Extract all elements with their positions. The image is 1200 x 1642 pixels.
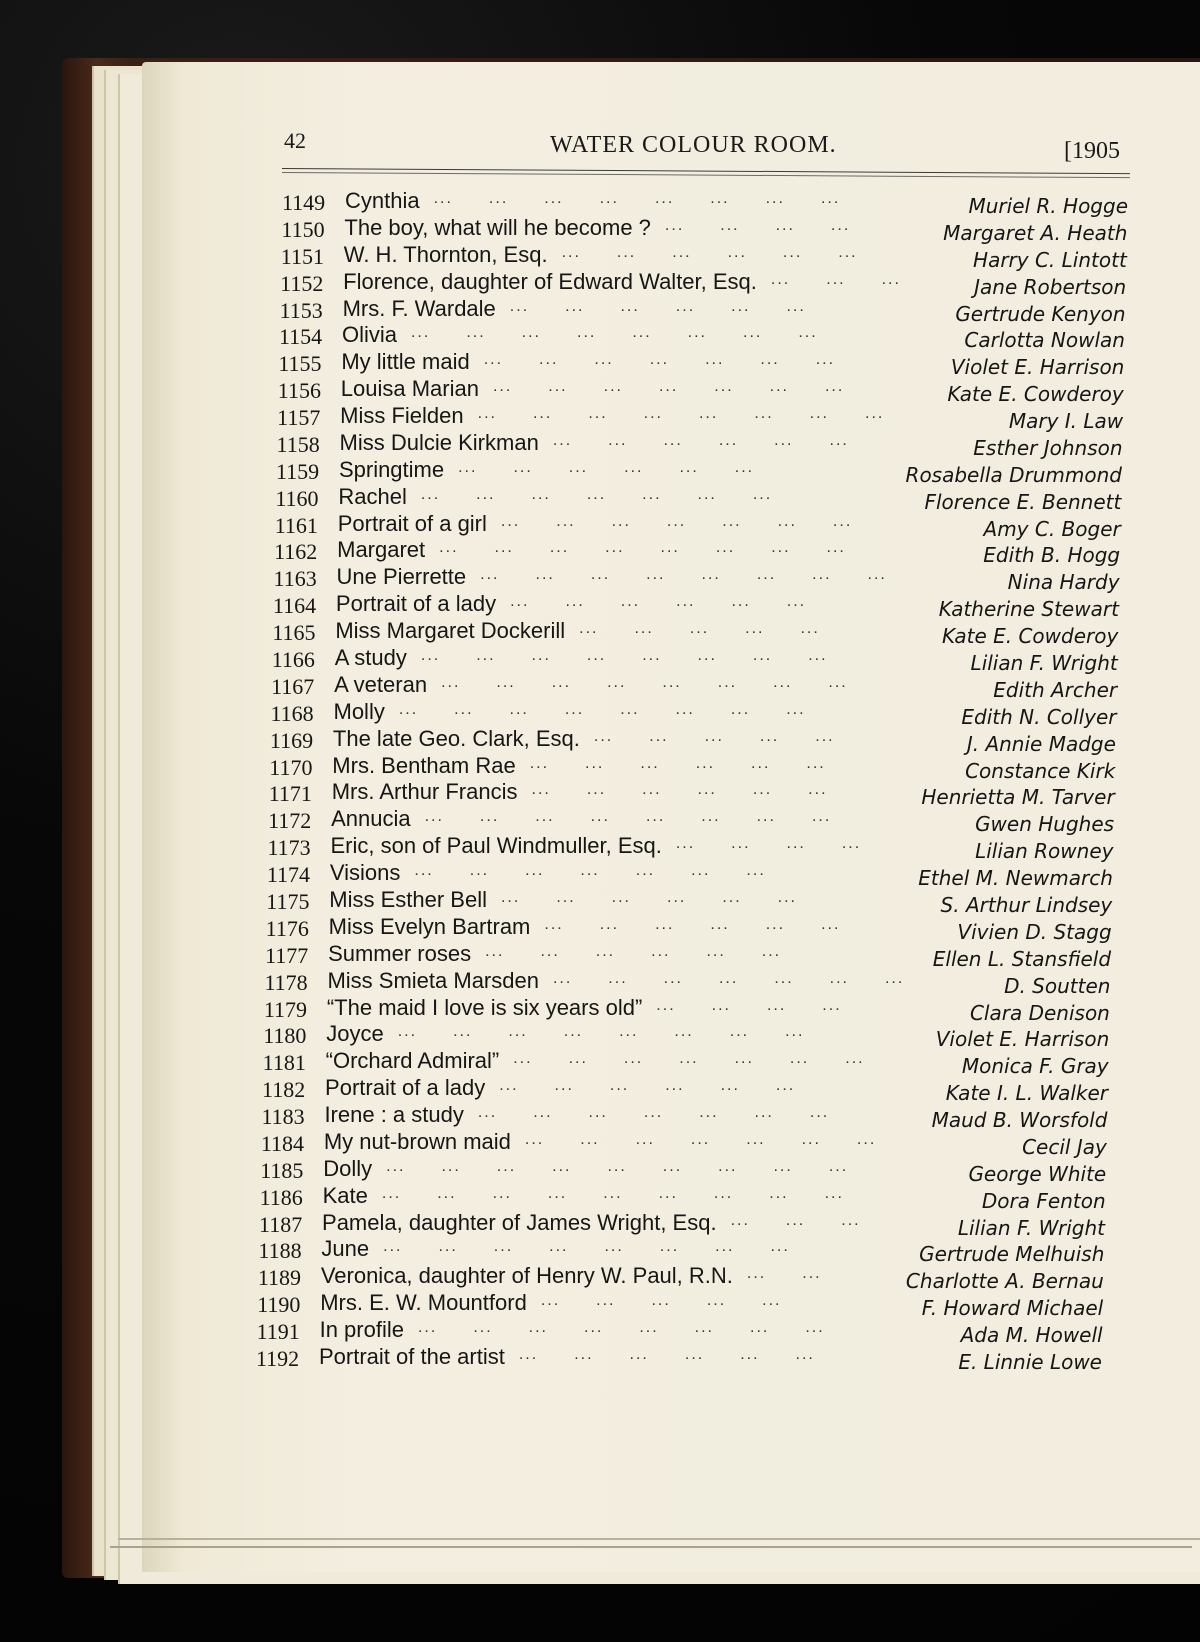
dot-leader: ... ... ... ... ... ... ... xyxy=(414,862,802,880)
entry-artist: Henrietta M. Tarver xyxy=(921,785,1115,810)
entry-number: 1155 xyxy=(278,351,322,377)
entry-number: 1158 xyxy=(276,431,320,457)
entry-number: 1156 xyxy=(277,378,321,404)
entry-artist: Monica F. Gray xyxy=(961,1054,1109,1079)
entry-title: Miss Fielden xyxy=(340,403,464,429)
dot-leader: ... ... ... ... ... ... ... ... xyxy=(420,647,864,665)
entry-title: Florence, daughter of Edward Walter, Esq. xyxy=(343,268,757,294)
catalogue-entry xyxy=(279,324,1125,352)
dot-leader: ... ... ... ... ... ... xyxy=(552,431,885,449)
dot-leader: ... ... ... ... xyxy=(656,996,878,1014)
catalogue-entry xyxy=(263,1050,1109,1078)
entry-number: 1167 xyxy=(271,673,315,699)
entry-number: 1183 xyxy=(261,1104,305,1130)
catalogue-entry xyxy=(261,1104,1107,1132)
entry-artist: Ethel M. Newmarch xyxy=(918,866,1113,891)
entry-number: 1163 xyxy=(273,566,317,592)
entry-artist: Clara Denison xyxy=(969,1000,1110,1025)
catalogue-entry xyxy=(277,405,1123,433)
entry-number: 1190 xyxy=(257,1292,301,1318)
entry-artist: Ada M. Howell xyxy=(960,1323,1103,1348)
entry-artist: Edith Archer xyxy=(993,677,1118,702)
entry-artist: Muriel R. Hogge xyxy=(968,194,1128,218)
dot-leader: ... ... ... ... ... ... xyxy=(531,781,864,799)
dot-leader: ... ... ... ... ... ... xyxy=(544,915,877,933)
entry-title: Visions xyxy=(329,860,401,886)
entry-title: Miss Dulcie Kirkman xyxy=(339,429,539,455)
dot-leader: ... ... ... ... ... ... ... ... xyxy=(424,808,868,826)
page-number: 42 xyxy=(284,128,306,153)
entry-artist: Maud B. Worsfold xyxy=(931,1108,1108,1133)
catalogue-entry xyxy=(258,1238,1104,1266)
dot-leader: ... ... ... ... ... ... ... ... ... xyxy=(386,1157,885,1175)
dot-leader: ... ... ... ... xyxy=(664,216,887,234)
catalogue-entry xyxy=(274,539,1120,567)
dot-leader: ... ... ... ... ... ... ... xyxy=(524,1130,913,1148)
catalogue-entry xyxy=(270,698,1117,729)
entry-title: June xyxy=(321,1236,370,1262)
catalogue-entry xyxy=(278,378,1124,406)
entry-number: 1149 xyxy=(282,190,326,215)
dot-leader: ... ... ... ... ... ... ... xyxy=(420,485,809,503)
catalogue-entry xyxy=(260,1155,1107,1186)
entry-artist: Katherine Stewart xyxy=(938,597,1119,622)
entry-artist: Ellen L. Stansfield xyxy=(932,946,1112,971)
entry-artist: Violet E. Harrison xyxy=(950,355,1125,380)
catalogue-entry xyxy=(258,1265,1104,1293)
entry-number: 1168 xyxy=(270,700,314,726)
catalogue-entry xyxy=(263,994,1110,1025)
dot-leader: ... ... xyxy=(746,1265,858,1283)
entry-title: Louisa Marian xyxy=(340,376,479,402)
entry-title: Portrait of a lady xyxy=(325,1075,486,1101)
dot-leader: ... ... ... ... ... ... ... ... xyxy=(439,539,882,557)
catalogue-entry xyxy=(262,1077,1108,1105)
entry-title: Dolly xyxy=(323,1155,373,1181)
catalogue-entry xyxy=(257,1292,1103,1320)
entry-title: In profile xyxy=(319,1317,404,1343)
dot-leader: ... ... ... ... ... ... ... xyxy=(513,1050,901,1068)
entry-artist: Charlotte A. Bernau xyxy=(905,1269,1104,1294)
entry-number: 1187 xyxy=(259,1211,303,1237)
entry-number: 1174 xyxy=(266,862,311,888)
entry-number: 1170 xyxy=(269,754,313,780)
entry-number: 1162 xyxy=(274,539,318,565)
entry-artist: S. Arthur Lindsey xyxy=(940,892,1113,917)
entry-artist: F. Howard Michael xyxy=(921,1296,1104,1321)
entry-number: 1188 xyxy=(258,1238,302,1264)
entry-number: 1166 xyxy=(271,647,315,673)
dot-leader: ... ... ... ... ... ... ... ... xyxy=(433,190,877,207)
dot-leader: ... ... ... ... ... ... ... ... xyxy=(397,1023,841,1041)
catalogue-entry xyxy=(256,1346,1102,1374)
dot-leader: ... ... ... ... ... ... ... ... xyxy=(480,566,923,584)
dot-leader: ... ... ... ... ... ... xyxy=(458,458,791,476)
dot-leader: ... ... ... ... ... ... xyxy=(518,1346,851,1363)
entry-title: Portrait of a lady xyxy=(335,591,497,617)
entry-artist: Violet E. Harrison xyxy=(935,1027,1110,1052)
catalogue-entry xyxy=(269,781,1115,809)
entry-number: 1177 xyxy=(265,942,309,968)
year-mark: [1905 xyxy=(1064,138,1120,164)
entry-title: Veronica, daughter of Henry W. Paul, R.N. xyxy=(320,1263,733,1289)
entry-artist: Jane Robertson xyxy=(974,274,1127,299)
entry-artist: D. Soutten xyxy=(1004,973,1111,998)
entry-number: 1178 xyxy=(264,969,308,995)
dot-leader: ... ... ... ... ... xyxy=(593,727,871,745)
catalogue-entry xyxy=(272,620,1118,648)
entry-artist: Mary I. Law xyxy=(1008,409,1124,434)
entry-title: Rachel xyxy=(338,483,407,509)
entry-title: Molly xyxy=(333,698,385,724)
entry-artist: Gertrude Melhuish xyxy=(919,1242,1105,1267)
entry-title: A veteran xyxy=(334,671,428,697)
dot-leader: ... ... ... ... ... ... ... ... xyxy=(441,673,884,691)
entry-title: Miss Smieta Marsden xyxy=(327,967,539,993)
catalogue-entry xyxy=(280,241,1127,272)
entry-title: The late Geo. Clark, Esq. xyxy=(332,725,580,751)
dot-leader: ... ... ... ... ... ... ... ... xyxy=(417,1319,861,1337)
entry-artist: Lilian F. Wright xyxy=(957,1215,1106,1240)
entry-number: 1171 xyxy=(268,781,312,807)
entry-number: 1160 xyxy=(275,485,319,511)
entry-number: 1185 xyxy=(260,1157,304,1183)
entry-artist: Dora Fenton xyxy=(981,1188,1106,1213)
entry-artist: E. Linnie Lowe xyxy=(958,1350,1102,1374)
entry-title: My nut-brown maid xyxy=(323,1128,511,1154)
entry-title: W. H. Thornton, Esq. xyxy=(343,241,548,267)
entry-number: 1179 xyxy=(263,996,308,1022)
catalogue-entry xyxy=(259,1209,1106,1240)
entry-number: 1161 xyxy=(274,512,318,538)
section-title: WATER COLOUR ROOM. xyxy=(550,132,837,158)
entry-title: Summer roses xyxy=(328,940,472,966)
entry-number: 1152 xyxy=(280,270,324,296)
entry-number: 1176 xyxy=(265,915,309,941)
entry-number: 1153 xyxy=(279,297,323,323)
dot-leader: ... ... ... ... ... ... xyxy=(509,297,842,315)
catalogue-entry xyxy=(265,940,1112,971)
entry-title: Portrait of the artist xyxy=(319,1344,505,1369)
entry-title: Miss Esther Bell xyxy=(329,886,487,912)
catalogue-entry xyxy=(259,1182,1106,1213)
entry-title: Irene : a study xyxy=(324,1102,464,1128)
catalogue-entry xyxy=(266,886,1113,917)
entry-number: 1175 xyxy=(266,888,310,914)
entry-title: Une Pierrette xyxy=(336,564,467,590)
catalogue-entry xyxy=(281,214,1128,245)
entry-artist: Edith N. Collyer xyxy=(961,704,1117,729)
catalogue-entry xyxy=(263,1023,1109,1051)
entry-number: 1181 xyxy=(262,1050,306,1076)
catalogue-entry xyxy=(274,566,1120,594)
catalogue-entry xyxy=(267,862,1113,890)
dot-leader: ... ... ... ... ... ... ... ... xyxy=(410,324,854,342)
dot-leader: ... ... ... ... ... ... xyxy=(485,942,818,960)
entry-title: Pamela, daughter of James Wright, Esq. xyxy=(322,1209,717,1235)
entry-title: Eric, son of Paul Windmuller, Esq. xyxy=(330,833,662,859)
entry-artist: Esther Johnson xyxy=(973,435,1123,460)
entry-artist: Florence E. Bennett xyxy=(924,489,1122,514)
catalogue-entry xyxy=(276,429,1123,460)
entry-title: Joyce xyxy=(326,1021,384,1047)
entry-artist: J. Annie Madge xyxy=(966,731,1116,756)
entry-number: 1191 xyxy=(256,1319,300,1345)
entry-title: Mrs. F. Wardale xyxy=(342,295,496,321)
entry-title: Mrs. Bentham Rae xyxy=(332,752,516,778)
dot-leader: ... ... ... xyxy=(730,1211,897,1229)
entry-number: 1159 xyxy=(275,458,320,484)
dot-leader: ... ... ... xyxy=(770,270,937,288)
entry-number: 1157 xyxy=(277,405,321,431)
entry-artist: Kate E. Cowderoy xyxy=(941,624,1119,649)
catalogue-entry xyxy=(265,913,1112,944)
catalogue-entry xyxy=(280,268,1127,299)
dot-leader: ... ... ... ... ... xyxy=(579,620,856,638)
entry-artist: Gertrude Kenyon xyxy=(955,301,1126,326)
entry-number: 1186 xyxy=(259,1184,303,1210)
entry-number: 1173 xyxy=(267,835,311,861)
entry-artist: Gwen Hughes xyxy=(975,812,1115,837)
entry-title: A study xyxy=(334,645,407,671)
catalogue-entry xyxy=(271,671,1118,702)
entry-title: The boy, what will he become ? xyxy=(344,214,651,240)
dot-leader: ... ... ... ... ... ... xyxy=(499,1077,832,1095)
entry-artist: Kate I. L. Walker xyxy=(945,1081,1109,1106)
entry-artist: Edith B. Hogg xyxy=(983,543,1121,568)
entry-title: Margaret xyxy=(337,537,426,563)
entry-number: 1164 xyxy=(272,593,317,619)
entry-artist: Rosabella Drummond xyxy=(905,462,1122,487)
catalogue-entry xyxy=(269,752,1116,783)
catalogue-entry xyxy=(269,725,1116,756)
entry-number: 1172 xyxy=(268,808,312,834)
entry-title: My little maid xyxy=(341,349,470,375)
dot-leader: ... ... ... ... ... ... ... xyxy=(483,351,872,369)
entry-title: “The maid I love is six years old” xyxy=(326,994,643,1020)
catalogue-entry xyxy=(268,808,1114,836)
entry-artist: Constance Kirk xyxy=(965,758,1116,783)
catalogue-entry xyxy=(264,967,1111,998)
dot-leader: ... ... ... ... ... ... ... ... xyxy=(398,700,842,718)
dot-leader: ... ... ... ... ... xyxy=(540,1292,818,1310)
catalogue-entry xyxy=(275,483,1122,514)
catalogue-entry xyxy=(272,647,1118,675)
catalogue-entry xyxy=(260,1128,1107,1159)
catalogue-entry xyxy=(278,351,1124,379)
entry-title: Olivia xyxy=(341,322,397,348)
entry-artist: Lilian Rowney xyxy=(975,839,1114,864)
entry-title: Kate xyxy=(322,1182,368,1208)
dot-leader: ... ... ... ... ... ... ... xyxy=(500,512,889,530)
entry-number: 1169 xyxy=(269,727,314,753)
dot-leader: ... ... ... ... ... ... ... xyxy=(492,378,881,396)
entry-artist: George White xyxy=(968,1161,1107,1186)
catalogue-entry xyxy=(274,510,1121,541)
catalogue-entry xyxy=(267,835,1113,863)
entry-title: Mrs. E. W. Mountford xyxy=(320,1290,527,1316)
entry-artist: Cecil Jay xyxy=(1022,1134,1107,1159)
dot-leader: ... ... ... ... ... ... xyxy=(529,754,862,772)
entry-number: 1180 xyxy=(263,1023,307,1049)
entry-title: Cynthia xyxy=(345,188,420,213)
dot-leader: ... ... ... ... ... ... ... ... ... xyxy=(381,1184,880,1202)
entry-title: Miss Margaret Dockerill xyxy=(335,618,566,644)
catalogue-entry xyxy=(273,593,1119,621)
entry-artist: Carlotta Nowlan xyxy=(964,328,1125,353)
catalogue-entry xyxy=(275,456,1122,487)
dot-leader: ... ... ... ... ... ... ... xyxy=(552,969,941,987)
catalogue-entry xyxy=(279,295,1126,326)
entry-artist: Nina Hardy xyxy=(1007,570,1120,595)
entry-number: 1184 xyxy=(260,1130,305,1156)
catalogue-entry xyxy=(257,1319,1103,1347)
entry-number: 1165 xyxy=(272,620,316,646)
entry-title: Springtime xyxy=(338,456,445,482)
entry-artist: Lilian F. Wright xyxy=(970,651,1118,676)
entry-number: 1150 xyxy=(281,216,325,242)
dot-leader: ... ... ... ... ... ... ... ... xyxy=(477,405,921,423)
entry-artist: Margaret A. Heath xyxy=(943,220,1128,245)
entry-number: 1154 xyxy=(278,324,323,350)
entry-title: Mrs. Arthur Francis xyxy=(331,779,518,805)
entry-title: “Orchard Admiral” xyxy=(325,1048,500,1074)
entry-artist: Kate E. Cowderoy xyxy=(947,382,1124,407)
dot-leader: ... ... ... ... ... ... ... ... xyxy=(383,1238,826,1256)
entry-number: 1189 xyxy=(257,1265,301,1291)
entry-title: Annucia xyxy=(331,806,411,832)
entry-number: 1151 xyxy=(280,243,324,269)
dot-leader: ... ... ... ... ... ... ... xyxy=(477,1104,866,1122)
entry-title: Miss Evelyn Bartram xyxy=(328,913,531,939)
dot-leader: ... ... ... ... ... ... xyxy=(500,888,833,906)
catalogue-entry xyxy=(282,190,1128,218)
entry-artist: Amy C. Boger xyxy=(983,516,1121,541)
entry-artist: Harry C. Lintott xyxy=(973,247,1127,272)
entry-number: 1182 xyxy=(262,1077,306,1103)
dot-leader: ... ... ... ... ... ... xyxy=(561,243,894,261)
dot-leader: ... ... ... ... xyxy=(675,835,898,853)
dot-leader: ... ... ... ... ... ... xyxy=(510,593,843,611)
entry-title: Portrait of a girl xyxy=(337,510,487,536)
entry-artist: Vivien D. Stagg xyxy=(957,919,1112,944)
entry-number: 1192 xyxy=(256,1346,300,1371)
